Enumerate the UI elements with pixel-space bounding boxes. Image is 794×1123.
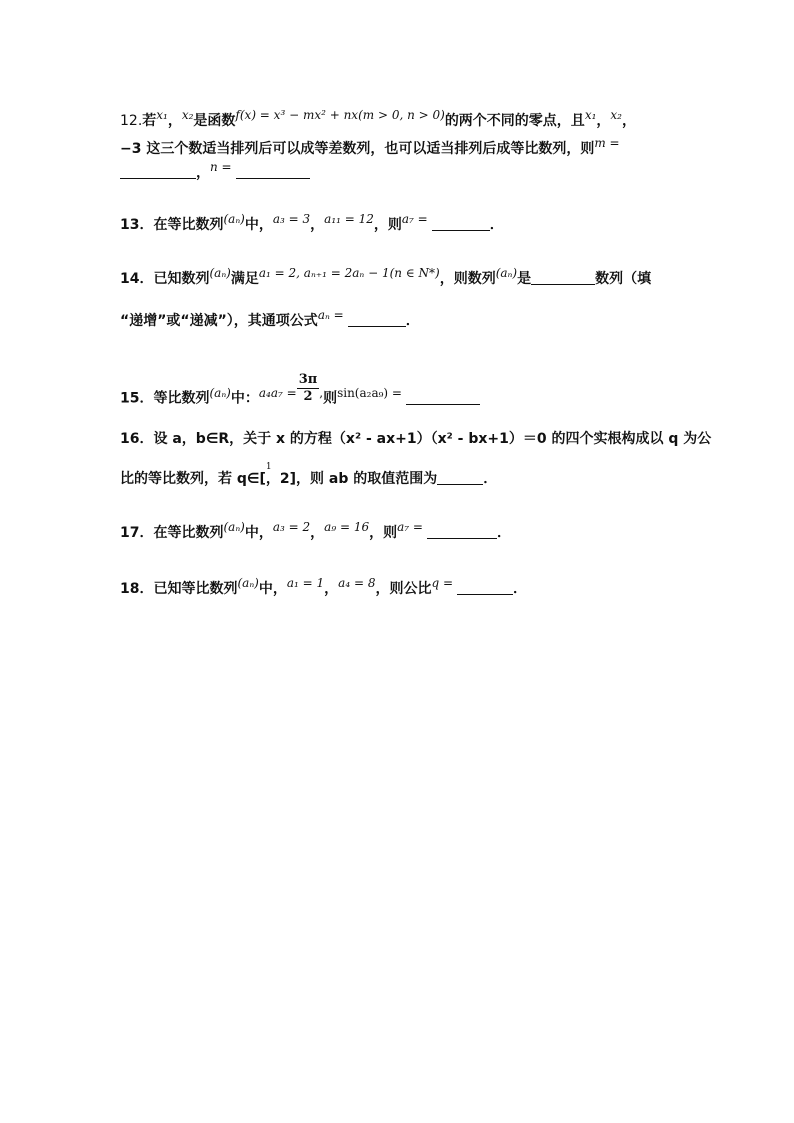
q17-sep: ，: [310, 525, 325, 541]
q12-x1: x₁: [156, 108, 168, 122]
q12-sep-3: ，: [621, 113, 636, 129]
q18-answer-blank[interactable]: [457, 580, 513, 595]
q17-number: 17．在等比数列: [120, 525, 224, 541]
q13-a11: a₁₁ = 12: [324, 212, 374, 226]
q13-text-1: 中，: [244, 217, 273, 233]
q17-sequence: (aₙ): [223, 520, 245, 534]
q14-an-formula: aₙ =: [317, 308, 344, 322]
q14-text-4: 数列（填: [595, 271, 652, 287]
q15-lhs: a₄a₇ =: [258, 385, 297, 400]
q15-text-2: 则: [323, 390, 338, 407]
q14-condition: a₁ = 2, aₙ₊₁ = 2aₙ − 1(n ∈ N*): [258, 266, 440, 280]
question-17: [120, 522, 511, 544]
question-16: [120, 428, 711, 450]
q13-number: 13．在等比数列: [120, 217, 224, 233]
q17-a7: a₇ =: [397, 520, 423, 534]
q16-line-1: 16．设 a，b∈R，关于 x 的方程（x² - ax+1）（x² - bx+1）＝0 的四个实根构成以 q 为公: [120, 431, 712, 447]
q15-fraction-denominator: 2: [303, 389, 313, 404]
q14-text-1: 满足: [230, 271, 259, 287]
q12-m-answer-blank[interactable]: [120, 164, 196, 179]
q15-fraction-numerator: 3π: [298, 372, 318, 387]
q16-line-2a: 比的等比数列，若 q∈[: [120, 471, 266, 487]
question-13: [120, 214, 504, 236]
q15-expression: sin(a₂a₉) =: [337, 385, 402, 400]
q17-end: ．: [496, 525, 511, 541]
question-12-line-3: [120, 162, 310, 184]
q12-x2-b: x₂: [610, 108, 622, 122]
q14-type-answer-blank[interactable]: [531, 270, 595, 285]
q13-text-2: ，则: [373, 217, 402, 233]
q16-line-2b: ，2]，则 ab 的取值范围为: [265, 471, 438, 487]
question-14-line-2: [120, 310, 420, 332]
q15-number: 15．等比数列: [120, 390, 210, 407]
q18-sequence: (aₙ): [237, 576, 259, 590]
q12-text-3: 的两个不同的零点，且: [444, 113, 585, 129]
question-12: [120, 110, 636, 132]
q12-x1-b: x₁: [584, 108, 597, 122]
q12-line-2-text: −3 这三个数适当排列后可以成等差数列，也可以适当排列后成等比数列，则: [120, 141, 595, 157]
q17-text-2: ，则: [369, 525, 398, 541]
q15-sequence: (aₙ): [209, 385, 231, 400]
q13-sequence: (aₙ): [223, 212, 245, 226]
q14-text-3: 是: [517, 271, 532, 287]
q12-text-2: 是函数: [193, 113, 236, 129]
q13-end: ．: [489, 217, 504, 233]
q12-text-1: 若: [142, 113, 157, 129]
q18-text-1: 中，: [258, 581, 287, 597]
q18-a4: a₄ = 8: [338, 576, 376, 590]
question-14: [120, 268, 651, 290]
q18-number: 18．已知等比数列: [120, 581, 238, 597]
q14-number: 14．已知数列: [120, 271, 210, 287]
q17-answer-blank[interactable]: [427, 524, 497, 539]
q12-n-answer-blank[interactable]: [236, 164, 310, 179]
q13-a3: a₃ = 3: [272, 212, 311, 226]
q17-a9: a₉ = 16: [324, 520, 370, 534]
q18-text-2: ，则公比: [375, 581, 432, 597]
question-12-line-2: [120, 138, 620, 160]
q12-n-prefix: ，: [196, 165, 210, 181]
q14-formula-answer-blank[interactable]: [348, 312, 406, 327]
q15-text-1: 中：: [230, 390, 259, 407]
q14-sequence: (aₙ): [209, 266, 231, 280]
q15-fraction: [297, 372, 320, 405]
q14-sequence-2: (aₙ): [495, 266, 518, 280]
q18-a1: a₁ = 1: [286, 576, 325, 590]
q16-answer-blank[interactable]: [437, 470, 483, 485]
q14-line-2-text: “递增”或“递减”），其通项公式: [120, 313, 318, 329]
q14-end: ．: [405, 313, 420, 329]
q12-function: f(x) = x³ − mx² + nx(m > 0, n > 0): [235, 108, 445, 122]
q12-m: m =: [594, 136, 620, 150]
q15-answer-blank[interactable]: [406, 390, 480, 405]
q17-a3: a₃ = 2: [272, 520, 311, 534]
q12-x2: x₂: [181, 108, 194, 122]
q12-sep-2: ，: [596, 113, 611, 129]
question-18: [120, 578, 527, 600]
q12-number: 12.: [120, 113, 143, 129]
q13-answer-blank[interactable]: [432, 216, 490, 231]
q12-n: n =: [210, 160, 232, 174]
q16-end: ．: [483, 471, 498, 487]
q13-a7: a₇ =: [401, 212, 428, 226]
q12-sep-1: ，: [167, 113, 182, 129]
q14-text-2: ，则数列: [439, 271, 496, 287]
question-16-line-2: 比的等比数列，若 q∈[1，2]，则 ab 的取值范围为 ．: [120, 462, 498, 487]
q18-sep: ，: [324, 581, 339, 597]
q15-comma: ,: [319, 385, 324, 400]
q18-q: q =: [431, 576, 454, 590]
q17-text-1: 中，: [244, 525, 273, 541]
q18-end: ．: [513, 581, 528, 597]
q13-sep: ，: [310, 217, 325, 233]
